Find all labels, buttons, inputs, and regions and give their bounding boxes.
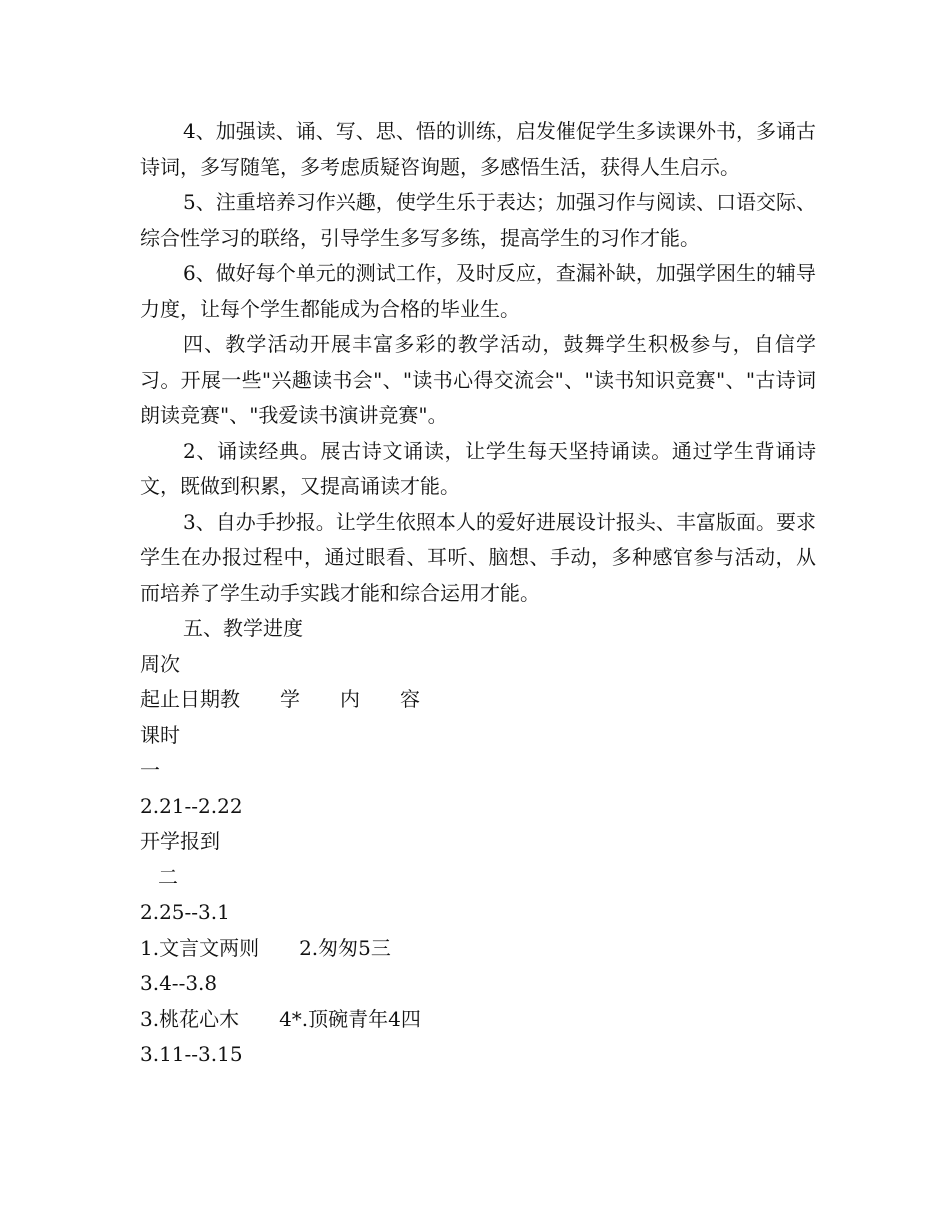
paragraph-teaching-activities: 四、教学活动开展丰富多彩的教学活动，鼓舞学生积极参与，自信学习。开展一些"兴趣读书会"、"读书心得交流会"、"读书知识竞赛"、"古诗词朗读竞赛"、"我爱读书演讲竞赛"。 [140, 332, 816, 427]
schedule-date-range: 3.4--3.8 [140, 971, 218, 995]
schedule-date-range: 2.25--3.1 [140, 900, 230, 924]
paragraph-handwritten-newspaper: 3、自办手抄报。让学生依照本人的爱好进展设计报头、丰富版面。要求学生在办报过程中，通过眼看、耳听、脑想、手动，多种感官参与活动，从而培养了学生动手实践才能和综合运用才能。 [140, 509, 816, 605]
schedule-date-range: 3.11--3.15 [140, 1042, 243, 1066]
paragraph-unit-tests: 6、做好每个单元的测试工作，及时反应，查漏补缺，加强学困生的辅导力度，让每个学生都能成为合格的毕业生。 [140, 261, 816, 321]
document-body [140, 114, 816, 1073]
schedule-header-hours: 课时 [140, 722, 180, 747]
schedule-content: 3.桃花心木 4*.顶碗青年4四 [140, 1006, 421, 1031]
schedule-header-dates-content: 起止日期教 学 内 容 [140, 687, 420, 711]
paragraph-classic-recitation: 2、诵读经典。展古诗文诵读，让学生每天坚持诵读。通过学生背诵诗文，既做到积累，又提高诵读才能。 [140, 438, 816, 498]
schedule-date-range: 2.21--2.22 [140, 793, 243, 818]
schedule-week-number: 一 [140, 758, 160, 782]
schedule-header-week: 周次 [140, 651, 180, 676]
paragraph-reading-training: 4、加强读、诵、写、思、悟的训练，启发催促学生多读课外书，多诵古诗词，多写随笔，多考虑质疑咨询题，多感悟生活，获得人生启示。 [140, 119, 816, 179]
schedule-content: 1.文言文两则 2.匆匆5三 [140, 935, 391, 960]
schedule-week-number: 二 [158, 864, 178, 889]
paragraph-writing-interest: 5、注重培养习作兴趣，使学生乐于表达；加强习作与阅读、口语交际、综合性学习的联络，引导学生多写多练，提高学生的习作才能。 [140, 190, 816, 250]
section-heading-teaching-schedule: 五、教学进度 [183, 616, 303, 640]
schedule-content: 开学报到 [140, 829, 220, 853]
